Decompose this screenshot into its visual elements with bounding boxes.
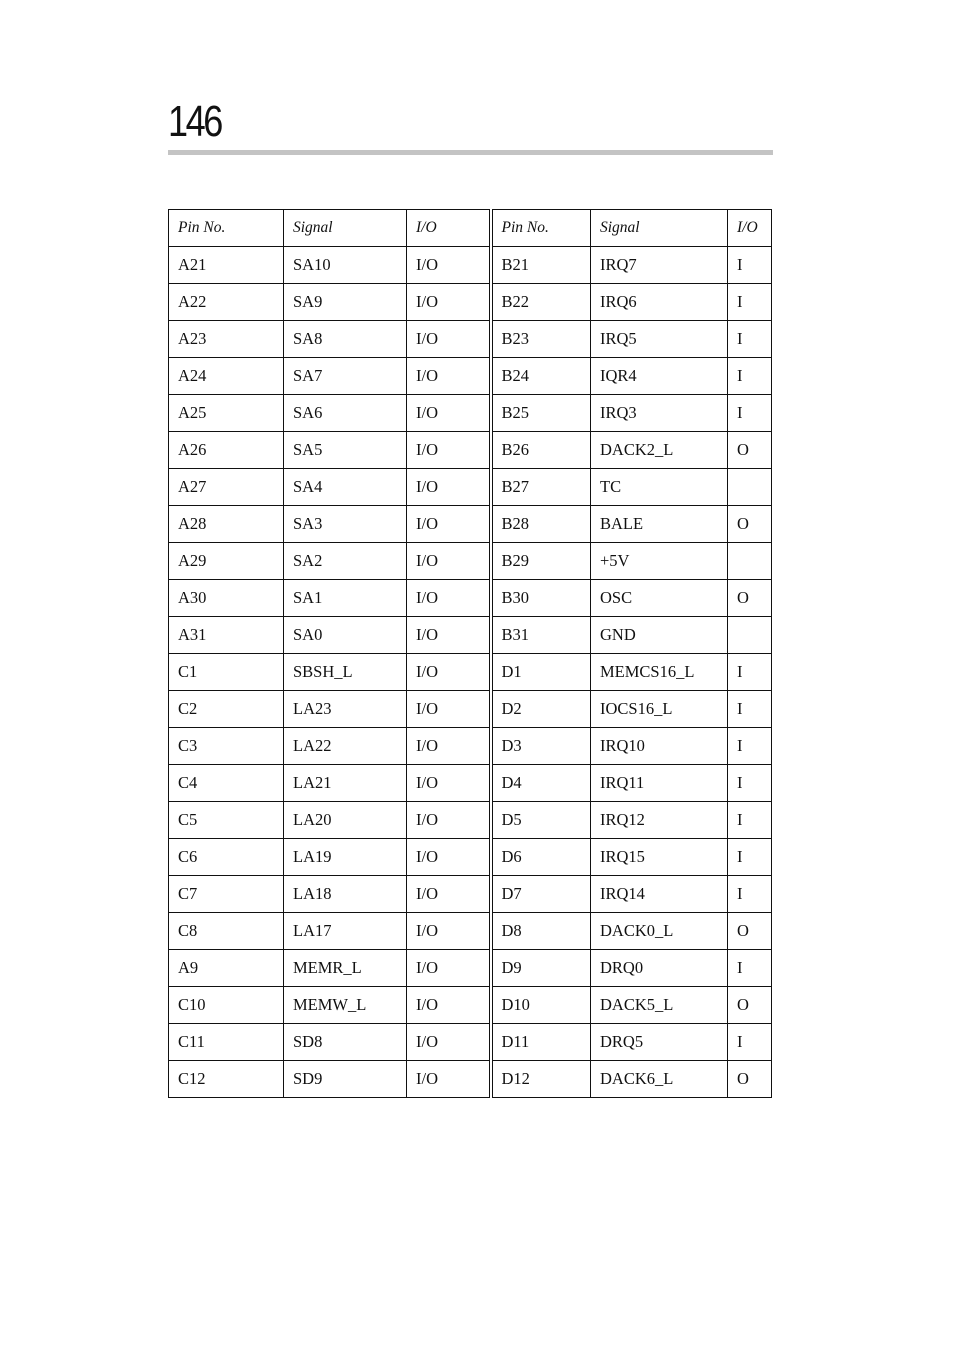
pin-no-right-cell: D7: [491, 876, 591, 913]
pin-no-left-cell: C12: [169, 1061, 284, 1098]
io-right-cell: I: [728, 691, 772, 728]
signal-left-cell: MEMR_L: [284, 950, 407, 987]
table-row: [169, 765, 772, 802]
pin-no-left-cell: C7: [169, 876, 284, 913]
signal-left-cell: SA9: [284, 284, 407, 321]
signal-left-cell: SA2: [284, 543, 407, 580]
signal-right-cell: IRQ14: [591, 876, 728, 913]
table-row: [169, 728, 772, 765]
signal-right-cell: DRQ0: [591, 950, 728, 987]
signal-left-cell: LA20: [284, 802, 407, 839]
pin-no-right-cell: D6: [491, 839, 591, 876]
signal-left-cell: SA1: [284, 580, 407, 617]
pin-no-right-cell: D3: [491, 728, 591, 765]
table-row: [169, 1061, 772, 1098]
pin-no-left-cell: C10: [169, 987, 284, 1024]
io-right-cell: I: [728, 654, 772, 691]
pin-no-left-cell: A26: [169, 432, 284, 469]
io-right-cell: I: [728, 802, 772, 839]
pin-no-left-cell: A28: [169, 506, 284, 543]
signal-right-cell: IQR4: [591, 358, 728, 395]
io-right-cell: O: [728, 913, 772, 950]
table-row: [169, 284, 772, 321]
pin-no-left-cell: A27: [169, 469, 284, 506]
signal-left-cell: SBSH_L: [284, 654, 407, 691]
io-right-cell: O: [728, 580, 772, 617]
io-left-cell: I/O: [407, 617, 491, 654]
pin-no-right-cell: B29: [491, 543, 591, 580]
pin-no-left-cell: C3: [169, 728, 284, 765]
signal-right-cell: IRQ15: [591, 839, 728, 876]
signal-right-cell: OSC: [591, 580, 728, 617]
table-row: [169, 802, 772, 839]
io-right-cell: I: [728, 321, 772, 358]
pin-assignment-table: [168, 209, 772, 1098]
signal-left-cell: SA8: [284, 321, 407, 358]
header-rule: [168, 150, 773, 155]
signal-right-cell: IRQ3: [591, 395, 728, 432]
header-pin-no-left: Pin No.: [169, 210, 284, 247]
pin-no-left-cell: A23: [169, 321, 284, 358]
signal-right-cell: DACK2_L: [591, 432, 728, 469]
signal-left-cell: SA0: [284, 617, 407, 654]
io-left-cell: I/O: [407, 876, 491, 913]
header-io-right: I/O: [728, 210, 772, 247]
io-left-cell: I/O: [407, 1024, 491, 1061]
header-io-left: I/O: [407, 210, 491, 247]
pin-no-right-cell: D12: [491, 1061, 591, 1098]
io-left-cell: I/O: [407, 691, 491, 728]
io-right-cell: I: [728, 728, 772, 765]
signal-right-cell: IRQ10: [591, 728, 728, 765]
pin-no-right-cell: B30: [491, 580, 591, 617]
pin-no-right-cell: D2: [491, 691, 591, 728]
io-left-cell: I/O: [407, 395, 491, 432]
io-left-cell: I/O: [407, 802, 491, 839]
table-row: [169, 247, 772, 284]
pin-no-right-cell: D11: [491, 1024, 591, 1061]
signal-right-cell: IRQ6: [591, 284, 728, 321]
signal-left-cell: SD9: [284, 1061, 407, 1098]
signal-left-cell: SA3: [284, 506, 407, 543]
signal-left-cell: SA7: [284, 358, 407, 395]
table-row: [169, 358, 772, 395]
table-row: [169, 950, 772, 987]
table-row: [169, 432, 772, 469]
pin-no-right-cell: D5: [491, 802, 591, 839]
signal-right-cell: IRQ7: [591, 247, 728, 284]
table-row: [169, 617, 772, 654]
pin-no-left-cell: A22: [169, 284, 284, 321]
pin-no-right-cell: B28: [491, 506, 591, 543]
table-row: [169, 691, 772, 728]
table-header-row: [169, 210, 772, 247]
pin-no-right-cell: B25: [491, 395, 591, 432]
signal-right-cell: IRQ12: [591, 802, 728, 839]
io-left-cell: I/O: [407, 765, 491, 802]
pin-no-left-cell: C2: [169, 691, 284, 728]
io-left-cell: I/O: [407, 728, 491, 765]
pin-no-left-cell: C4: [169, 765, 284, 802]
pin-no-left-cell: A9: [169, 950, 284, 987]
io-right-cell: [728, 617, 772, 654]
signal-right-cell: IOCS16_L: [591, 691, 728, 728]
signal-left-cell: SA5: [284, 432, 407, 469]
io-right-cell: I: [728, 395, 772, 432]
io-left-cell: I/O: [407, 950, 491, 987]
pin-no-right-cell: D8: [491, 913, 591, 950]
pin-no-right-cell: B24: [491, 358, 591, 395]
io-left-cell: I/O: [407, 506, 491, 543]
signal-right-cell: IRQ11: [591, 765, 728, 802]
io-left-cell: I/O: [407, 358, 491, 395]
header-pin-no-right: Pin No.: [491, 210, 591, 247]
signal-right-cell: GND: [591, 617, 728, 654]
pin-no-right-cell: D1: [491, 654, 591, 691]
io-right-cell: O: [728, 1061, 772, 1098]
signal-right-cell: +5V: [591, 543, 728, 580]
io-right-cell: [728, 469, 772, 506]
table-row: [169, 321, 772, 358]
pin-no-right-cell: B21: [491, 247, 591, 284]
table-row: [169, 876, 772, 913]
signal-left-cell: LA21: [284, 765, 407, 802]
table-row: [169, 506, 772, 543]
io-right-cell: I: [728, 358, 772, 395]
io-right-cell: I: [728, 247, 772, 284]
io-left-cell: I/O: [407, 913, 491, 950]
signal-left-cell: LA18: [284, 876, 407, 913]
pin-no-left-cell: A21: [169, 247, 284, 284]
table-body: [169, 247, 772, 1098]
signal-left-cell: MEMW_L: [284, 987, 407, 1024]
io-left-cell: I/O: [407, 543, 491, 580]
signal-right-cell: BALE: [591, 506, 728, 543]
pin-no-left-cell: C5: [169, 802, 284, 839]
pin-no-right-cell: D9: [491, 950, 591, 987]
io-right-cell: O: [728, 506, 772, 543]
io-left-cell: I/O: [407, 469, 491, 506]
pin-no-left-cell: C1: [169, 654, 284, 691]
table-row: [169, 580, 772, 617]
pin-no-left-cell: C11: [169, 1024, 284, 1061]
signal-left-cell: LA23: [284, 691, 407, 728]
table-row: [169, 469, 772, 506]
io-right-cell: I: [728, 839, 772, 876]
table-row: [169, 913, 772, 950]
io-left-cell: I/O: [407, 987, 491, 1024]
signal-right-cell: DACK0_L: [591, 913, 728, 950]
signal-left-cell: SA6: [284, 395, 407, 432]
pin-no-right-cell: B26: [491, 432, 591, 469]
page-number: 146: [168, 97, 221, 146]
pin-no-left-cell: A25: [169, 395, 284, 432]
io-right-cell: I: [728, 876, 772, 913]
io-left-cell: I/O: [407, 321, 491, 358]
pin-no-left-cell: A30: [169, 580, 284, 617]
table-row: [169, 395, 772, 432]
signal-right-cell: TC: [591, 469, 728, 506]
table-row: [169, 987, 772, 1024]
pin-no-left-cell: C8: [169, 913, 284, 950]
io-left-cell: I/O: [407, 247, 491, 284]
pin-no-left-cell: A29: [169, 543, 284, 580]
signal-left-cell: SD8: [284, 1024, 407, 1061]
io-left-cell: I/O: [407, 284, 491, 321]
io-right-cell: I: [728, 765, 772, 802]
signal-right-cell: MEMCS16_L: [591, 654, 728, 691]
signal-right-cell: IRQ5: [591, 321, 728, 358]
header-signal-left: Signal: [284, 210, 407, 247]
io-right-cell: I: [728, 950, 772, 987]
pin-no-left-cell: A24: [169, 358, 284, 395]
header-signal-right: Signal: [591, 210, 728, 247]
pin-no-right-cell: D4: [491, 765, 591, 802]
io-right-cell: O: [728, 432, 772, 469]
io-left-cell: I/O: [407, 580, 491, 617]
io-left-cell: I/O: [407, 432, 491, 469]
pin-no-right-cell: B22: [491, 284, 591, 321]
pin-no-left-cell: A31: [169, 617, 284, 654]
io-left-cell: I/O: [407, 1061, 491, 1098]
pin-no-right-cell: B23: [491, 321, 591, 358]
table-row: [169, 1024, 772, 1061]
pin-no-right-cell: B27: [491, 469, 591, 506]
table-row: [169, 654, 772, 691]
io-right-cell: I: [728, 284, 772, 321]
pin-no-right-cell: B31: [491, 617, 591, 654]
signal-left-cell: LA19: [284, 839, 407, 876]
io-right-cell: O: [728, 987, 772, 1024]
signal-right-cell: DACK5_L: [591, 987, 728, 1024]
pin-no-left-cell: C6: [169, 839, 284, 876]
signal-left-cell: SA10: [284, 247, 407, 284]
table-row: [169, 839, 772, 876]
io-left-cell: I/O: [407, 839, 491, 876]
io-left-cell: I/O: [407, 654, 491, 691]
signal-left-cell: LA17: [284, 913, 407, 950]
signal-right-cell: DACK6_L: [591, 1061, 728, 1098]
io-right-cell: [728, 543, 772, 580]
io-right-cell: I: [728, 1024, 772, 1061]
signal-left-cell: LA22: [284, 728, 407, 765]
signal-left-cell: SA4: [284, 469, 407, 506]
pin-no-right-cell: D10: [491, 987, 591, 1024]
table-row: [169, 543, 772, 580]
signal-right-cell: DRQ5: [591, 1024, 728, 1061]
